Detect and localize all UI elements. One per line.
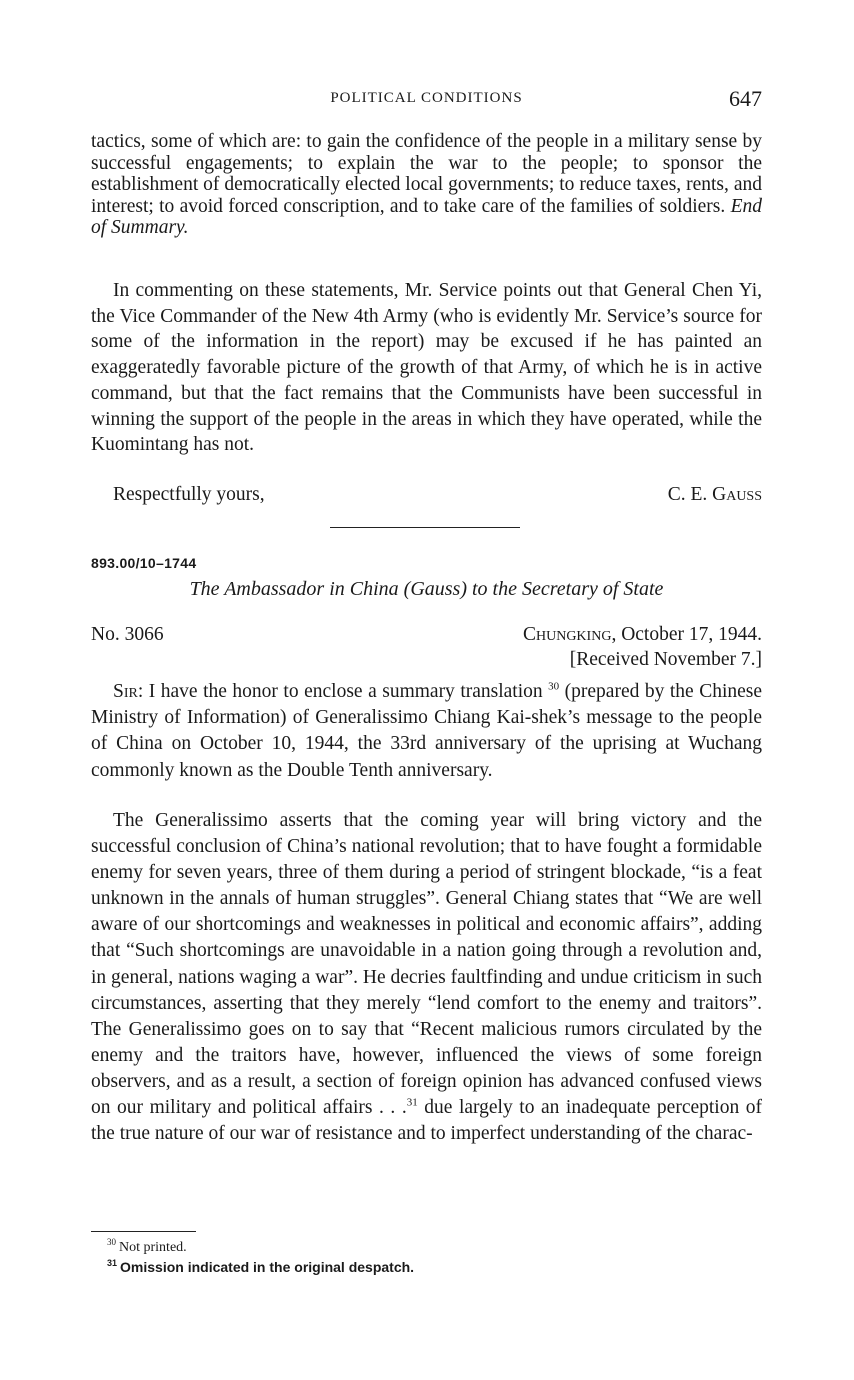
file-number: 893.00/10–1744 (91, 555, 197, 571)
footnote-reference[interactable]: 31 (406, 1096, 418, 1109)
closing-salutation: Respectfully yours, (113, 484, 265, 505)
paragraph-text: In commenting on these statements, Mr. Service points out that General Chen Yi, the Vice Commander of the New 4th Army (who is evidently Mr. Service’s source for some of the information in the report) may be excused if he has painted an exaggeratedly favorable picture of the growth of that Army, of which he is in active command, but that the fact remains that the Communists have been successful in winning the support of the people in the areas in which they have operated, while the Kuomintang has not. (91, 280, 762, 456)
footnote-divider (91, 1231, 196, 1232)
paragraph-summary-end (91, 131, 762, 239)
paragraph-generalissimo (91, 808, 762, 1147)
page-number: 647 (729, 86, 762, 111)
paragraph-text: due largely to an inadequate perception of the true nature of our war of resistance and to imperfect understanding of the charac- (91, 1097, 763, 1145)
dateline (91, 624, 762, 650)
footnote (107, 1259, 414, 1275)
document-title: The Ambassador in China (Gauss) to the Secretary of State (189, 578, 664, 600)
place: Chungking (522, 624, 612, 645)
end-of-summary-note: End of Summary. (91, 195, 763, 239)
signature: C. E. Gauss (667, 484, 762, 505)
footnote-text: Not printed. (119, 1240, 187, 1255)
letter-closing (91, 484, 762, 510)
paragraph-text: (prepared by the Chinese Ministry of Information) of Generalissimo Chiang Kai-shek’s message to the people of China on October 10, 1944, the 33rd anniversary of the uprising at Wuchang commonly known as the Double Tenth anniversary. (91, 681, 763, 781)
paragraph-commentary (91, 278, 762, 458)
despatch-number: No. 3066 (91, 624, 164, 645)
paragraph-text: The Generalissimo asserts that the coming year will bring victory and the successful conclusion of China’s national revolution; that to have fought a formidable enemy for seven years, three of them during a period of stringent blockade, “is a feat unknown in the annals of human struggles”. General Chiang states that “We are well aware of our shortcomings and weaknesses in political and economic affairs”, adding that “Such shortcomings are unavoidable in a nation going through a revolution and, in general, nations waging a war”. He decries faultfinding and undue criticism in such circumstances, asserting that they merely “lend comfort to the enemy and traitors”. The Generalissimo goes on to say that “Recent malicious rumors circulated by the enemy and the traitors have, however, influenced the views of some foreign observers, and as a result, a section of foreign opinion has advanced confused views on our military and political affairs . . . (91, 810, 762, 1119)
received-date: [Received November 7.] (569, 649, 762, 670)
footnote (107, 1237, 187, 1256)
footnote-reference[interactable]: 30 (548, 680, 560, 693)
salutation: Sir (113, 681, 138, 702)
place-and-date (523, 624, 762, 646)
footnote-mark: 31 (107, 1258, 118, 1269)
section-divider (330, 527, 520, 528)
date: , October 17, 1944. (611, 624, 762, 645)
page-header (91, 86, 762, 116)
running-head: POLITICAL CONDITIONS (330, 90, 523, 106)
paragraph-opening (91, 679, 762, 784)
paragraph-text: : I have the honor to enclose a summary translation (137, 681, 543, 702)
footnote-text: Omission indicated in the original despatch. (120, 1259, 415, 1275)
footnote-mark: 30 (107, 1237, 116, 1248)
paragraph-text: tactics, some of which are: to gain the confidence of the people in a military sense by successful engagements; to explain the war to the people; to sponsor the establishment of democratically elected local governments; to reduce taxes, rents, and interest; to avoid forced conscription, and to take care of the families of soldiers. (91, 131, 762, 217)
